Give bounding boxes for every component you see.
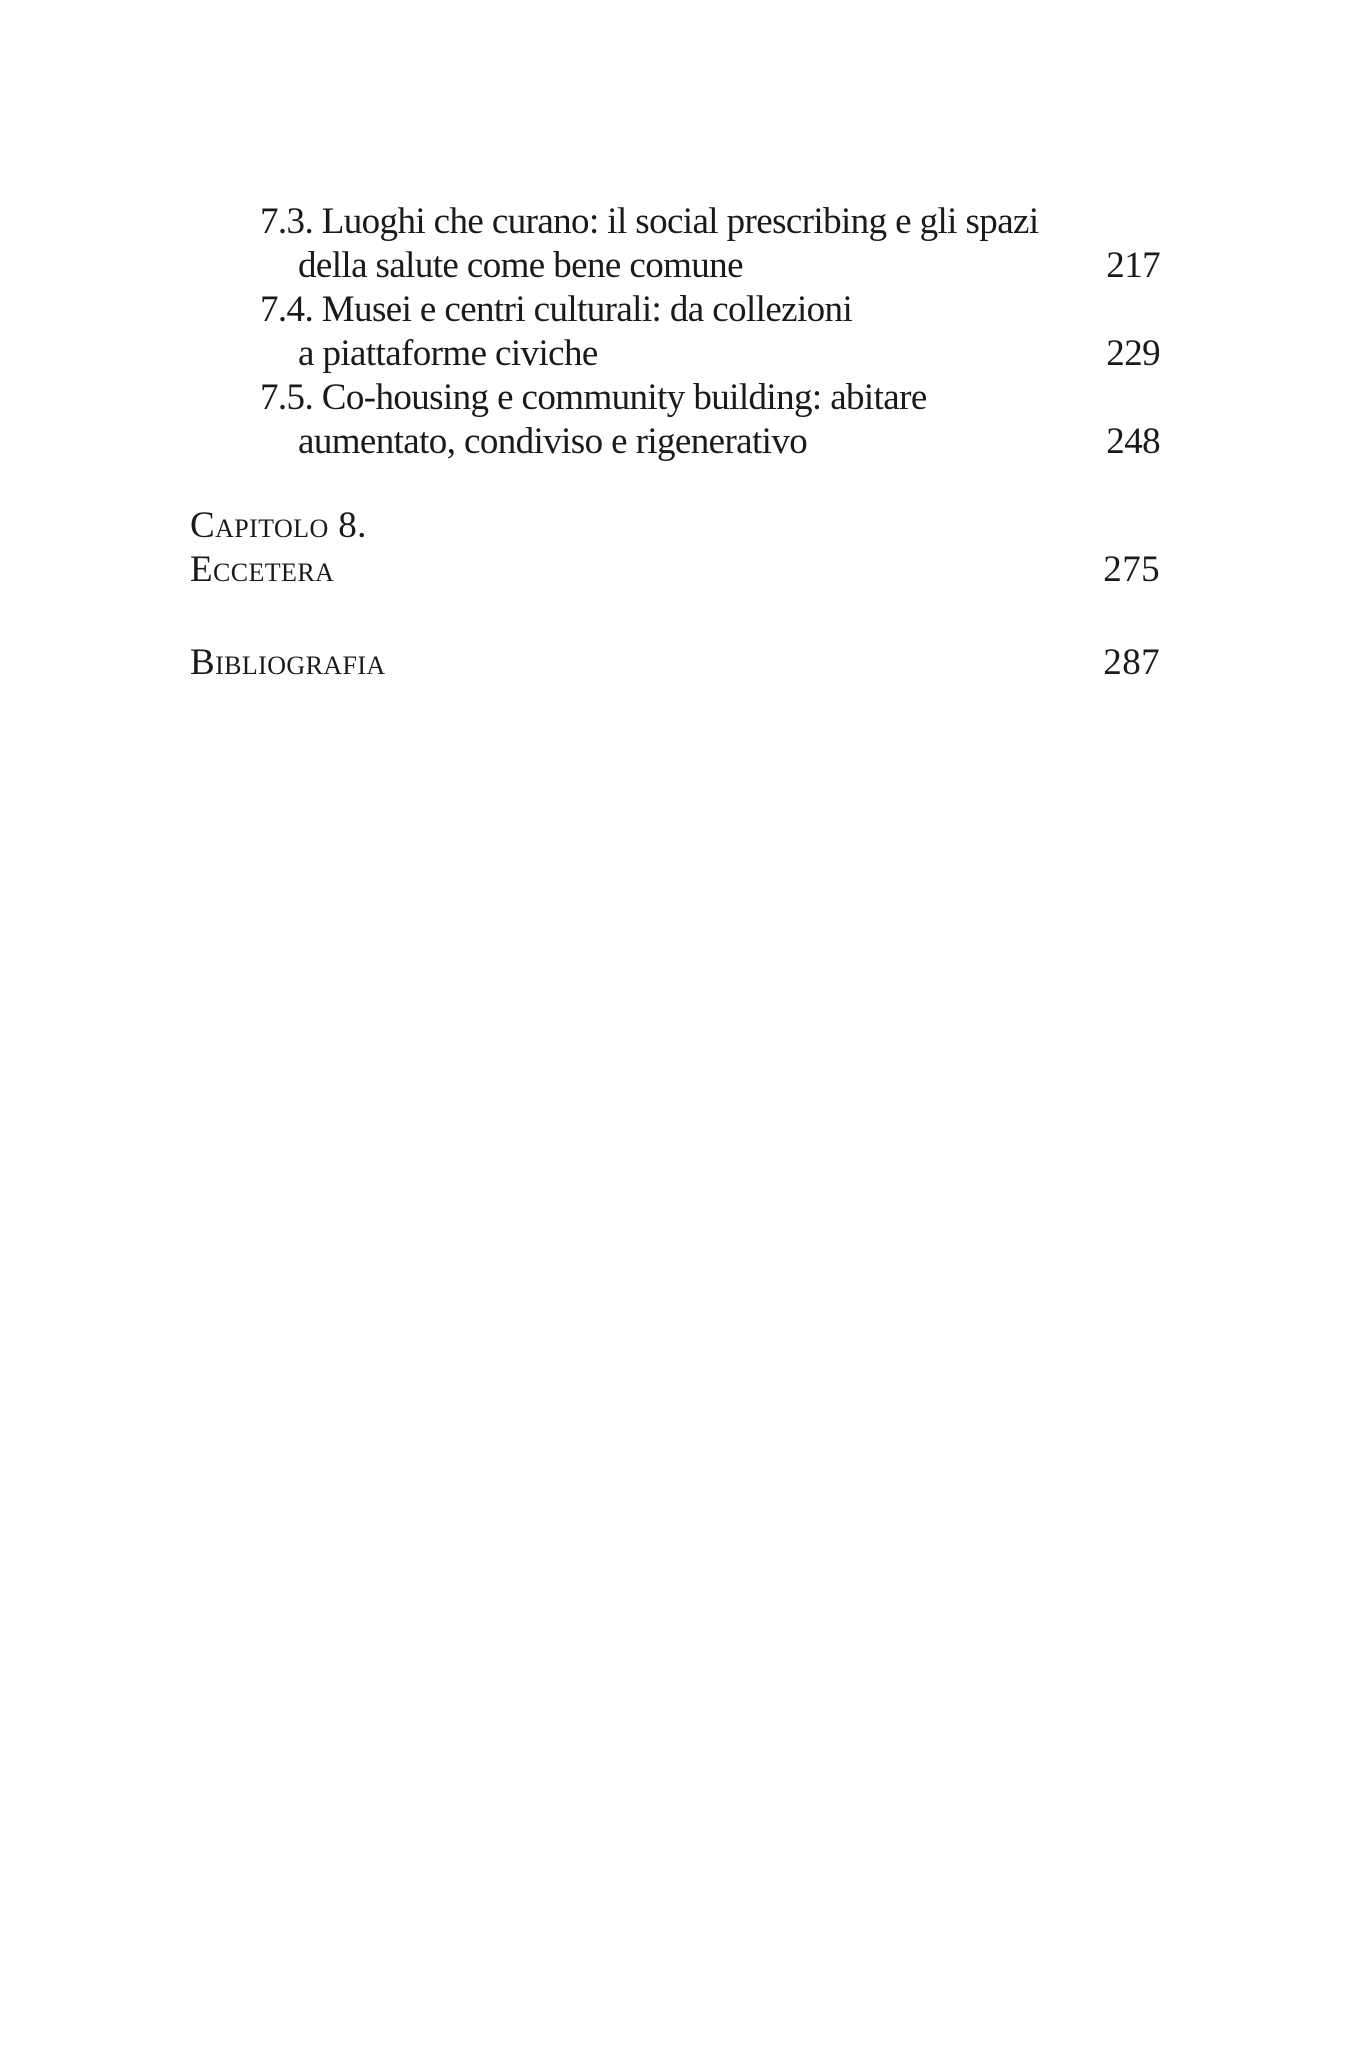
toc-entry-title: 7.5. Co-housing e community building: abitare (260, 377, 927, 418)
spacer (190, 592, 1160, 641)
toc-entry-title: 7.4. Musei e centri culturali: da collezioni (260, 289, 853, 330)
toc-page-number: 217 (1106, 245, 1160, 286)
toc-entry-title-continued: a piattaforme civiche (298, 333, 598, 374)
toc-page-number: 287 (1103, 642, 1160, 683)
toc-entry-chapter-8[interactable] (190, 504, 1160, 592)
toc-entry-title: 7.3. Luoghi che curano: il social prescribing e gli spazi (260, 201, 1039, 242)
toc-page-number: 248 (1106, 421, 1160, 462)
toc-entry-title-continued: aumentato, condiviso e rigenerativo (298, 421, 808, 462)
toc-page-number: 229 (1106, 333, 1160, 374)
chapter-title: Eccetera (190, 549, 335, 590)
toc-entry-7-5[interactable] (190, 376, 1160, 464)
toc-entry-title-continued: della salute come bene comune (298, 245, 743, 286)
chapter-label: Capitolo 8. (190, 505, 367, 546)
bibliography-title: Bibliografia (190, 642, 386, 683)
spacer (190, 464, 1160, 504)
toc-entry-bibliography[interactable] (190, 641, 1160, 685)
toc-entry-7-4[interactable] (190, 288, 1160, 376)
toc-page-number: 275 (1103, 549, 1160, 590)
table-of-contents (190, 200, 1160, 685)
toc-entry-7-3[interactable] (190, 200, 1160, 288)
